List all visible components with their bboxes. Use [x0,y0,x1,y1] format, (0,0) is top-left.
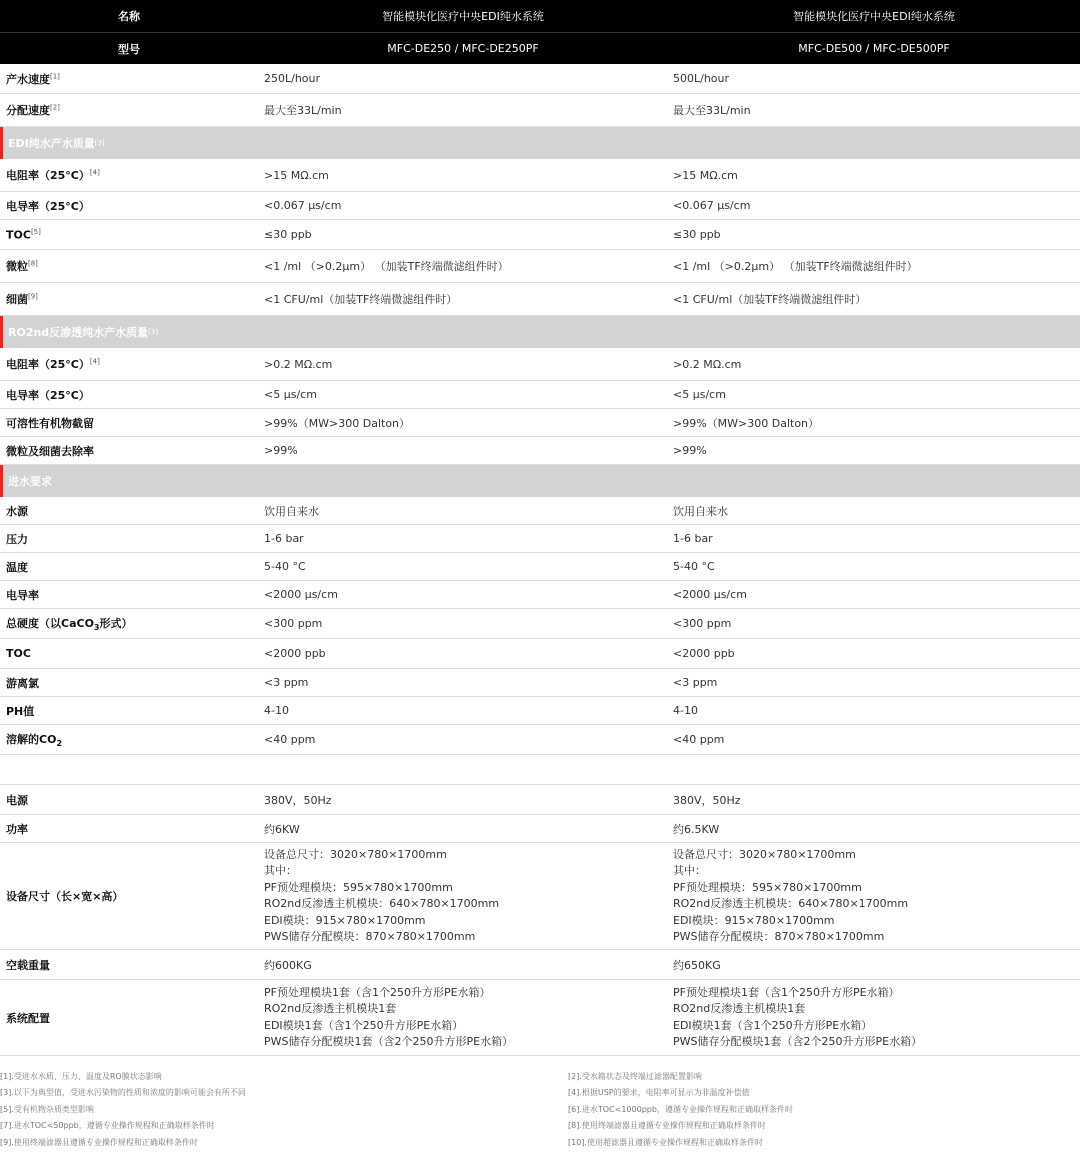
row-label: 可溶性有机物截留 [6,416,94,430]
model-b: MFC-DE500 / MFC-DE500PF [798,42,950,55]
row-label: PH值 [6,704,35,718]
value-b: >99%（MW>300 Dalton） [673,416,820,430]
row-label: 细菌 [6,293,28,306]
row-label: 总硬度（以CaCO$_3$形式） [6,616,133,633]
footnote-ref: [3] [94,139,105,147]
value-a: 4-10 [264,704,289,717]
value-a: <2000 μs/cm [264,588,338,601]
value-b: >99% [673,444,707,457]
footnote-ref: [8] [28,259,38,268]
value-a: <1 CFU/ml（加装TF终端微滤组件时） [264,293,458,306]
value-b: 约6.5KW [673,822,720,836]
row-label: 分配速度 [6,104,50,117]
value-a: PF预处理模块1套（含1个250升方形PE水箱） RO2nd反渗透主机模块1套 EDI模块1套（含1个250升方形PE水箱） PWS储存分配模块1套（含2个250升方形PE水箱） [264,985,514,1048]
section-label: RO2nd反渗透纯水产水质量 [8,326,149,339]
row-label: 电阻率（25°C） [6,169,90,182]
value-b: 4-10 [673,704,698,717]
name-model-a: 智能模块化医疗中央EDI纯水系统 [382,10,544,23]
spec-row [0,283,1080,316]
value-a: 约6KW [264,822,300,836]
footnote: [6].进水TOC<1000ppb，遵循专业操作规程和正确取样条件时 [568,1104,793,1114]
spec-row [0,220,1080,250]
value-b: <40 ppm [673,733,725,746]
value-a: 380V，50Hz [264,793,332,807]
blank-section [0,755,1080,785]
spec-row [0,159,1080,192]
value-b: <1 /ml （>0.2μm） （加装TF终端微滤组件时） [673,260,918,273]
value-b: 设备总尺寸：3020×780×1700mm 其中： PF预处理模块：595×780×1700mm RO2nd反渗透主机模块：640×780×1700mm EDI模块：915×780×1700mm PWS储存分配模块：870×780×1700mm [673,847,909,943]
footnote: [7].进水TOC<50ppb，遵循专业操作规程和正确取样条件时 [0,1121,215,1131]
spec-row [0,64,1080,94]
value-a: 设备总尺寸：3020×780×1700mm 其中： PF预处理模块：595×780×1700mm RO2nd反渗透主机模块：640×780×1700mm EDI模块：915×780×1700mm PWS储存分配模块：870×780×1700mm [264,847,500,943]
footnote: [5].受有机物杂质类型影响 [0,1104,94,1114]
spec-row [0,497,1080,525]
footnote: [3].以下为典型值，受进水污染物的性质和浓度的影响可能会有所不同 [0,1088,246,1098]
row-label: 电导率 [6,588,39,602]
spec-row [0,553,1080,581]
spec-row-dimensions [0,843,1080,950]
footnote: [4].根据USP的要求，电阻率可显示为非温度补偿值 [568,1088,750,1098]
spec-row [0,437,1080,465]
footnote-ref: [3] [148,328,159,336]
value-a: 最大至33L/min [264,104,342,117]
value-b: <0.067 μs/cm [673,199,751,212]
value-a: 250L/hour [264,72,321,85]
value-b: <3 ppm [673,676,718,689]
value-b: >15 MΩ.cm [673,168,738,182]
row-label: 设备尺寸（长×宽×高） [6,890,124,903]
value-a: <2000 ppb [264,647,326,660]
footnote-ref: [9] [28,292,38,301]
value-a: <5 μs/cm [264,388,317,401]
footnote: [1].受进水水质、压力、温度及RO膜状态影响 [0,1072,162,1081]
row-label: 微粒 [6,260,28,273]
footnote-ref: [5] [30,227,41,236]
footnote: [8].使用终端滤器且遵循专业操作规程和正确取样条件时 [568,1121,766,1131]
row-label: 游离氯 [6,676,39,690]
value-b: 380V，50Hz [673,793,741,807]
value-b: <1 CFU/ml（加装TF终端微滤组件时） [673,293,867,306]
row-label: TOC [6,647,31,660]
section-label: 进水要求 [8,475,52,488]
name-label: 名称 [118,10,140,23]
row-label: 产水速度 [6,72,50,86]
value-a: <0.067 μs/cm [264,199,342,212]
value-a: 5-40 °C [264,560,306,573]
value-b: 约650KG [673,958,721,972]
spec-row [0,725,1080,755]
spec-row [0,381,1080,409]
row-label: TOC [6,228,31,242]
value-a: 1-6 bar [264,532,304,545]
spec-row [0,192,1080,220]
model-a: MFC-DE250 / MFC-DE250PF [387,42,539,55]
value-a: <3 ppm [264,676,309,689]
spec-row [0,94,1080,127]
spec-row [0,609,1080,639]
row-label: 电源 [6,793,28,807]
spec-row [0,815,1080,843]
header-model-row [0,32,1080,64]
footnotes-right [568,1069,1080,1151]
section-feed-water [0,465,1080,497]
section-label: EDI纯水产水质量 [8,137,95,150]
footnote-ref: [4] [89,168,100,177]
value-b: 1-6 bar [673,532,713,545]
footnote: [10].使用超滤器且遵循专业操作规程和正确取样条件时 [568,1137,763,1147]
value-a: 约600KG [264,958,312,972]
footnotes [0,1056,1080,1151]
value-a: 饮用自来水 [264,504,319,518]
value-b: <2000 ppb [673,647,735,660]
footnotes-left [0,1069,568,1151]
spec-row [0,697,1080,725]
section-edi-quality [0,127,1080,159]
row-label: 溶解的$CO_2$ [6,732,63,749]
value-b: >0.2 MΩ.cm [673,357,742,371]
row-label: 电导率（25°C） [6,388,90,402]
value-b: <2000 μs/cm [673,588,747,601]
spec-row [0,639,1080,669]
spec-row [0,409,1080,437]
value-b: PF预处理模块1套（含1个250升方形PE水箱） RO2nd反渗透主机模块1套 EDI模块1套（含1个250升方形PE水箱） PWS储存分配模块1套（含2个250升方形PE水箱） [673,985,923,1048]
spec-row [0,525,1080,553]
value-a: <1 /ml （>0.2μm） （加装TF终端微滤组件时） [264,260,509,273]
value-a: >99% [264,444,298,457]
value-b: ≤30 ppb [673,228,721,241]
row-label: 温度 [6,560,28,574]
footnote: [9].使用终端滤器且遵循专业操作规程和正确取样条件时 [0,1137,198,1147]
value-b: <300 ppm [673,617,732,630]
value-a: >0.2 MΩ.cm [264,357,333,371]
value-a: >15 MΩ.cm [264,168,329,182]
value-b: 5-40 °C [673,560,715,573]
footnote-ref: [2] [50,103,60,112]
spec-row [0,785,1080,815]
spec-row [0,669,1080,697]
spec-row [0,348,1080,381]
spec-row-config [0,980,1080,1056]
row-label: 系统配置 [6,1011,50,1025]
name-model-b: 智能模块化医疗中央EDI纯水系统 [793,10,955,23]
spec-row [0,250,1080,283]
row-label: 电阻率（25°C） [6,358,90,371]
row-label: 微粒及细菌去除率 [6,444,94,458]
value-a: <40 ppm [264,733,316,746]
row-label: 电导率（25°C） [6,199,90,213]
value-a: ≤30 ppb [264,228,312,241]
value-a: <300 ppm [264,617,323,630]
header-name-row [0,0,1080,32]
section-ro-quality [0,316,1080,348]
row-label: 水源 [6,504,28,518]
row-label: 压力 [6,532,28,546]
footnote-ref: [1] [50,71,60,80]
value-b: 最大至33L/min [673,104,751,117]
value-b: 饮用自来水 [673,504,728,518]
spec-row [0,950,1080,980]
value-b: <5 μs/cm [673,388,726,401]
row-label: 功率 [6,822,28,836]
footnote-ref: [4] [89,357,100,366]
spec-row [0,581,1080,609]
row-label: 空载重量 [6,958,50,972]
value-a: >99%（MW>300 Dalton） [264,416,411,430]
footnote: [2].受水箱状态及终端过滤器配置影响 [568,1072,702,1081]
model-label: 型号 [118,42,140,56]
value-b: 500L/hour [673,72,730,85]
